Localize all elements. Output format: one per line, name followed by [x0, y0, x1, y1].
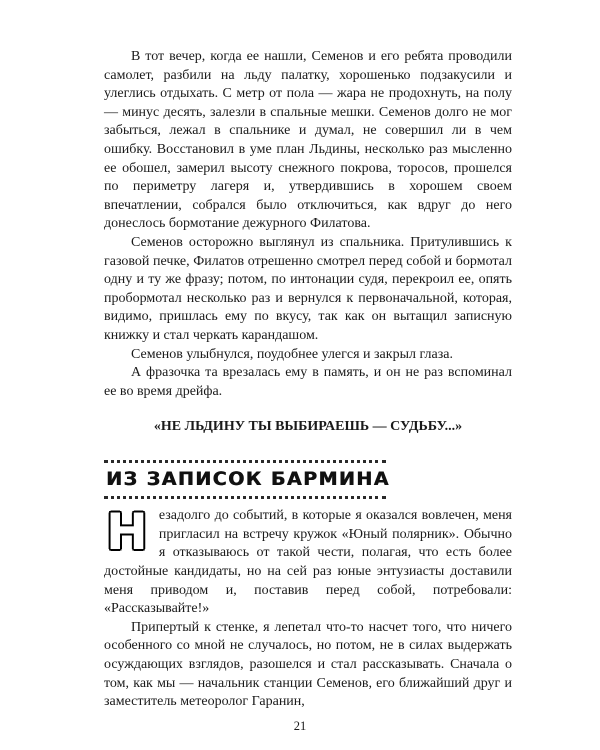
text-block	[104, 48, 512, 712]
dotted-divider	[104, 460, 386, 463]
epigraph-quote: «НЕ ЛЬДИНУ ТЫ ВЫБИРАЕШЬ — СУДЬБУ...»	[153, 419, 463, 435]
paragraph-with-dropcap	[104, 503, 512, 619]
dotted-divider	[104, 496, 386, 499]
paragraph: А фразочка та врезалась ему в память, и он не раз вспоминал ее во время дрейфа.	[104, 365, 512, 399]
dropcap-letter: Н	[106, 503, 148, 562]
page-number: 21	[293, 719, 307, 733]
section-header	[104, 460, 390, 499]
section-title: ИЗ ЗАПИСОК БАРМИНА	[106, 468, 390, 491]
paragraph: Семенов улыбнулся, поудобнее улегся и закрыл глаза.	[131, 346, 453, 362]
paragraph: В тот вечер, когда ее нашли, Семенов и его ребята проводили самолет, разбили на льду палатку, хорошенько подзакусили и улеглись отдыхать. С метр от пола — жара не продохнуть, на полу — минус десять, залезли в спальные мешки. Семенов долго не мог забыться, лежал в спальнике и думал, не совершил ли в чем ошибку. Восстановил в уме план Льдины, несколько раз мысленно ее обошел, замерил высоту снежного покрова, торосов, прошелся по периметру лагеря и, утвердившись в хорошем своем впечатлении, собрался было отключиться, как вдруг до него донеслось бормотание дежурного Филатова.	[104, 49, 512, 232]
paragraph: Припертый к стенке, я лепетал что-то насчет того, что ничего особенного со мной не случалось, но потом, не в силах выдержать осуждающих взглядов, разошелся и стал рассказывать. Сначала о том, как мы — начальник станции Семенов, его ближайший друг и заместитель метеоролог Гаранин,	[104, 619, 512, 710]
paragraph: Семенов осторожно выглянул из спальника. Притулившись к газовой печке, Филатов отрешенно смотрел перед собой и бормотал одну и ту же фразу; потом, по интонации судя, перекроил ее, опять пробормотал несколько раз и вернулся к первоначальной, которая, видимо, пришлась ему по вкусу, так как он вытащил записную книжку и стал черкать карандашом.	[104, 234, 512, 343]
section-body	[104, 503, 512, 712]
paragraph-text: езадолго до событий, в которые я оказался вовлечен, меня пригласил на встречу кружок «Юный полярник». Обычно я отказываюсь от такой чести, полагая, что есть более достойные кандидаты, но на сей раз юные энтузиасты доставили меня приводом и, поставив перед собой, потребовали: «Рассказывайте!»	[104, 508, 512, 617]
